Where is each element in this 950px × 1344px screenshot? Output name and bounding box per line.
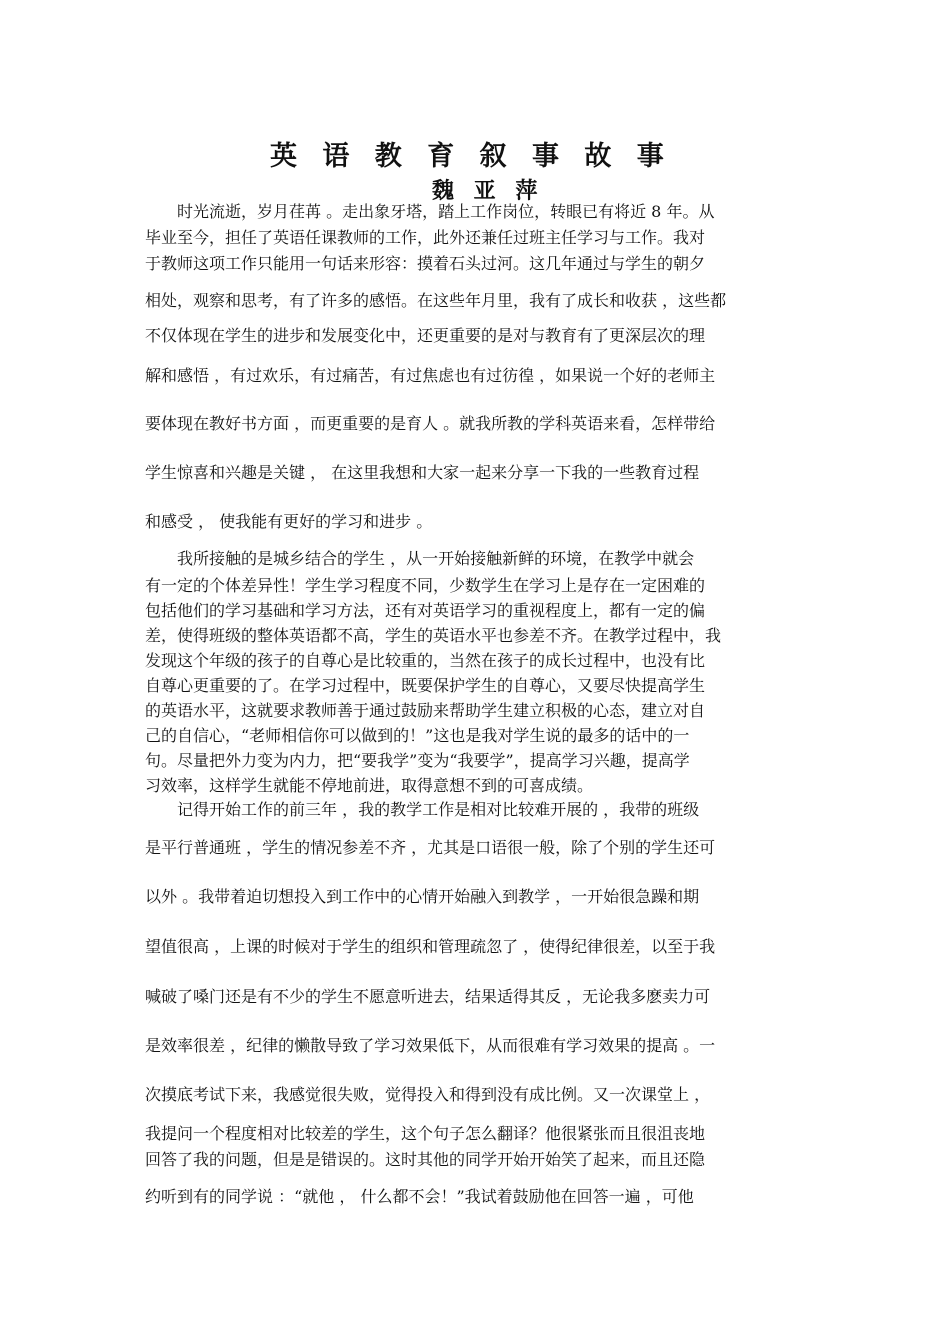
author-name: 魏 亚 萍 [432,178,544,204]
document-title: 英 语 教 育 叙 事 故 事 [270,141,672,172]
text-line: 毕业至今，担任了英语任课教师的工作，此外还兼任过班主任学习与工作。我对 [145,228,706,247]
text-line: 要体现在教好书方面 ，而更重要的是育人 。就我所教的学科英语来看，怎样带给 [145,414,716,433]
text-line: 以外 。我带着迫切想投入到工作中的心情开始融入到教学 ，一开始很急躁和期 [145,887,700,906]
text-line: 记得开始工作的前三年 ，我的教学工作是相对比较难开展的 ，我带的班级 [145,800,700,819]
text-line: 不仅体现在学生的进步和发展变化中，还更重要的是对与教育有了更深层次的理 [145,326,706,345]
text-line: 和感受 ， 使我能有更好的学习和进步 。 [145,512,433,531]
text-line: 我所接触的是城乡结合的学生 ，从一开始接触新鲜的环境，在教学中就会 [145,549,695,568]
text-line: 自尊心更重要的了。在学习过程中，既要保护学生的自尊心，又要尽快提高学生 [145,676,706,695]
text-line: 约听到有的同学说 ：“就他 ， 什么都不会！”我试着鼓励他在回答一遍 ，可他 [145,1187,694,1206]
text-line: 己的自信心，“老师相信你可以做到的！”这也是我对学生说的最多的话中的一 [145,726,690,745]
text-line: 是平行普通班 ，学生的情况参差不齐 ，尤其是口语很一般，除了个别的学生还可 [145,838,716,857]
text-line: 望值很高 ，上课的时候对于学生的组织和管理疏忽了 ，使得纪律很差，以至于我 [145,937,716,956]
text-line: 的英语水平，这就要求教师善于通过鼓励来帮助学生建立积极的心态，建立对自 [145,701,706,720]
text-line: 喊破了嗓门还是有不少的学生不愿意听进去，结果适得其反 ，无论我多麽卖力可 [145,987,711,1006]
text-line: 句。尽量把外力变为内力，把“要我学”变为“我要学”，提高学习兴趣，提高学 [145,751,690,770]
text-line: 学生惊喜和兴趣是关键 ， 在这里我想和大家一起来分享一下我的一些教育过程 [145,463,700,482]
text-line: 有一定的个体差异性！学生学习程度不同，少数学生在学习上是存在一定困难的 [145,576,706,595]
text-line: 包括他们的学习基础和学习方法，还有对英语学习的重视程度上，都有一定的偏 [145,601,706,620]
text-line: 时光流逝，岁月荏苒 。走出象牙塔，踏上工作岗位，转眼已有将近 8 年。从 [145,202,715,221]
text-line: 发现这个年级的孩子的自尊心是比较重的，当然在孩子的成长过程中，也没有比 [145,651,706,670]
text-line: 差，使得班级的整体英语都不高，学生的英语水平也参差不齐。在教学过程中，我 [145,626,722,645]
text-line: 回答了我的问题，但是是错误的。这时其他的同学开始开始笑了起来，而且还隐 [145,1150,706,1169]
text-line: 解和感悟 ，有过欢乐，有过痛苦，有过焦虑也有过彷徨 ，如果说一个好的老师主 [145,366,716,385]
text-line: 是效率很差 ，纪律的懒散导致了学习效果低下，从而很难有学习效果的提高 。一 [145,1036,716,1055]
text-line: 于教师这项工作只能用一句话来形容：摸着石头过河。这几年通过与学生的朝夕 [145,254,706,273]
text-line: 相处，观察和思考，有了许多的感悟。在这些年月里，我有了成长和收获 ，这些都 [145,291,727,310]
text-line: 习效率，这样学生就能不停地前进，取得意想不到的可喜成绩。 [145,776,594,795]
text-line: 次摸底考试下来，我感觉很失败，觉得投入和得到没有成比例。又一次课堂上 ， [145,1085,711,1104]
text-line: 我提问一个程度相对比较差的学生，这个句子怎么翻译？他很紧张而且很沮丧地 [145,1124,706,1143]
